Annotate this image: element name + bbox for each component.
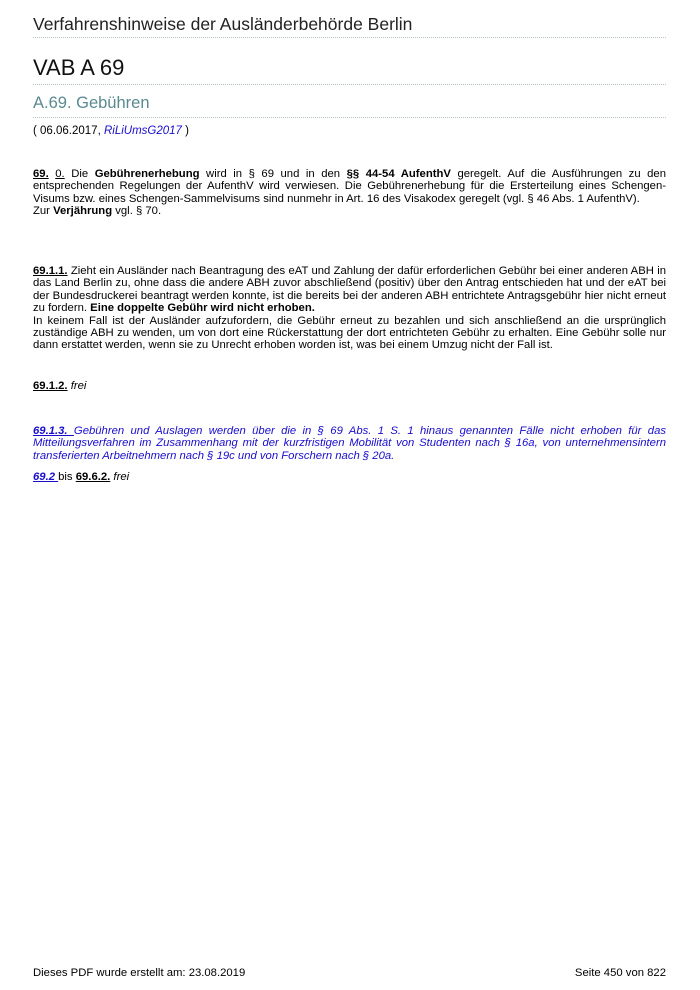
revision-date: ( 06.06.2017,: [33, 125, 104, 137]
paragraph-subnumber: 0.: [55, 168, 65, 180]
text: frei: [110, 471, 130, 483]
footer-created-date: Dieses PDF wurde erstellt am: 23.08.2019: [33, 967, 246, 979]
subsection-title: A.69. Gebühren: [33, 94, 150, 112]
revision-info: [33, 124, 189, 138]
revision-link[interactable]: RiLiUmsG2017: [103, 125, 182, 137]
bold-text: Eine doppelte Gebühr wird nicht erhoben.: [90, 302, 315, 315]
paragraph-number: 69.1.3.: [33, 425, 74, 437]
text: Gebühren und Auslagen werden über die in § 69 Abs. 1 S. 1 hinaus genannten Fälle nicht erhoben für das Mitteilungsverfahren im Zusammenhang mit der kurzfristigen Mobilität von Studenten nach § 16a, von unternehmensintern transferierten Arbeitnehmern nach § 19c und von Forschern nach § 20a.: [33, 425, 666, 462]
divider: [33, 117, 666, 118]
text: wird in § 69 und in den: [199, 168, 347, 180]
divider: [33, 84, 666, 85]
section-title: VAB A 69: [33, 55, 125, 80]
paragraph-69-1-2: [33, 380, 666, 392]
text: In keinem Fall ist der Ausländer aufzufordern, die Gebühr erneut zu bezahlen und sich anschließend an die ursprünglich zuständige ABH zu wenden, um von dort eine Rückerstattung der dort entrichteten Gebühr zu erhalten. Eine Gebühr solle nur dann erstattet werden, wenn sie zu Unrecht erhoben worden ist, was bei einem Umzug nicht der Fall ist.: [33, 314, 666, 352]
text: vgl. § 70.: [112, 205, 162, 218]
paragraph-69: [33, 168, 666, 218]
paragraph-number: 69.: [33, 168, 49, 180]
page-footer: [33, 966, 666, 980]
document-title: Verfahrenshinweise der Ausländerbehörde Berlin: [33, 14, 413, 34]
paragraph-number: 69.6.2.: [75, 471, 111, 483]
paragraph-69-2: [33, 471, 666, 483]
text: Zieht ein Ausländer nach Beantragung des eAT und Zahlung der dafür erforderlichen Gebühr bei einer anderen ABH in das Land Berlin zu, ohne dass die andere ABH zuvor abschließend (positiv) über den Antrag entschieden hat und der eAT bei der Bundesdruckerei beantragt werden konnte, ist die bereits bei der anderen ABH entrichtete Antragsgebühr hier nicht erneut zu fordern.: [33, 265, 666, 315]
paragraph-number: 69.1.2.: [33, 380, 68, 392]
bold-text: §§ 44-54 AufenthV: [346, 168, 451, 180]
paragraph-number: 69.1.1.: [33, 265, 68, 277]
revision-close: ): [181, 125, 189, 137]
bold-text: Gebührenerhebung: [94, 168, 200, 180]
text: bis: [58, 471, 76, 483]
paragraph-69-1-3: [33, 425, 666, 462]
footer-page-number: Seite 450 von 822: [574, 967, 666, 979]
text: Die: [64, 168, 95, 180]
text: frei: [67, 380, 87, 392]
divider: [33, 37, 666, 38]
bold-text: Verjährung: [53, 205, 113, 218]
text: Zur: [33, 205, 54, 218]
text: geregelt. Auf die Ausführungen zu den entsprechenden Regelungen der AufenthV wird verwiesen. Die Gebührenerhebung für die Ersterteilung eines Schengen-Visums bzw. eines Schengen-Sammelvisums sind nunmehr in Art. 16 des Visakodex geregelt (vgl. § 46 Abs. 1 AufenthV).: [33, 168, 666, 205]
paragraph-69-1-1: [33, 265, 666, 352]
paragraph-number: 69.2: [33, 471, 59, 483]
